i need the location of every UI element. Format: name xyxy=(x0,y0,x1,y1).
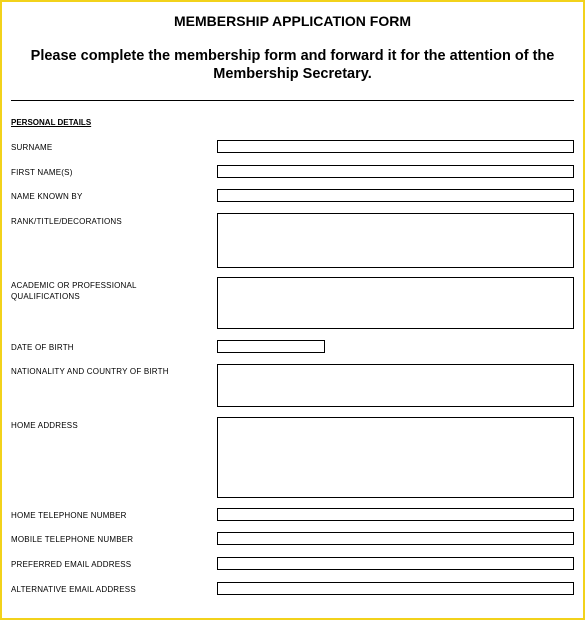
qualifications-label-line-1: ACADEMIC OR PROFESSIONAL xyxy=(11,281,137,290)
preferred-email-label: PREFERRED EMAIL ADDRESS xyxy=(11,560,132,569)
qualifications-label xyxy=(11,280,201,302)
rank-title-field[interactable] xyxy=(217,213,574,268)
form-instructions xyxy=(20,47,565,83)
home-telephone-field[interactable] xyxy=(217,508,574,521)
date-of-birth-label: DATE OF BIRTH xyxy=(11,343,74,352)
qualifications-field[interactable] xyxy=(217,277,574,329)
name-known-by-field[interactable] xyxy=(217,189,574,202)
instructions-line-2: Membership Secretary. xyxy=(213,66,372,82)
mobile-telephone-field[interactable] xyxy=(217,532,574,545)
home-address-field[interactable] xyxy=(217,417,574,498)
surname-label: SURNAME xyxy=(11,143,53,152)
section-heading-personal-details: PERSONAL DETAILS xyxy=(11,118,92,127)
rank-title-label: RANK/TITLE/DECORATIONS xyxy=(11,217,122,226)
first-names-field[interactable] xyxy=(217,165,574,178)
home-address-label: HOME ADDRESS xyxy=(11,421,78,430)
qualifications-label-line-2: QUALIFICATIONS xyxy=(11,292,80,301)
alternative-email-field[interactable] xyxy=(217,582,574,595)
form-title: MEMBERSHIP APPLICATION FORM xyxy=(174,13,411,29)
home-telephone-label: HOME TELEPHONE NUMBER xyxy=(11,511,127,520)
first-names-label: FIRST NAME(S) xyxy=(11,168,73,177)
nationality-field[interactable] xyxy=(217,364,574,407)
instructions-line-1: Please complete the membership form and forward it for the attention of the xyxy=(30,48,555,64)
preferred-email-field[interactable] xyxy=(217,557,574,570)
surname-field[interactable] xyxy=(217,140,574,153)
name-known-by-label: NAME KNOWN BY xyxy=(11,192,83,201)
date-of-birth-field[interactable] xyxy=(217,340,325,353)
alternative-email-label: ALTERNATIVE EMAIL ADDRESS xyxy=(11,585,136,594)
mobile-telephone-label: MOBILE TELEPHONE NUMBER xyxy=(11,535,134,544)
header-divider xyxy=(11,100,574,101)
nationality-label: NATIONALITY AND COUNTRY OF BIRTH xyxy=(11,367,169,376)
